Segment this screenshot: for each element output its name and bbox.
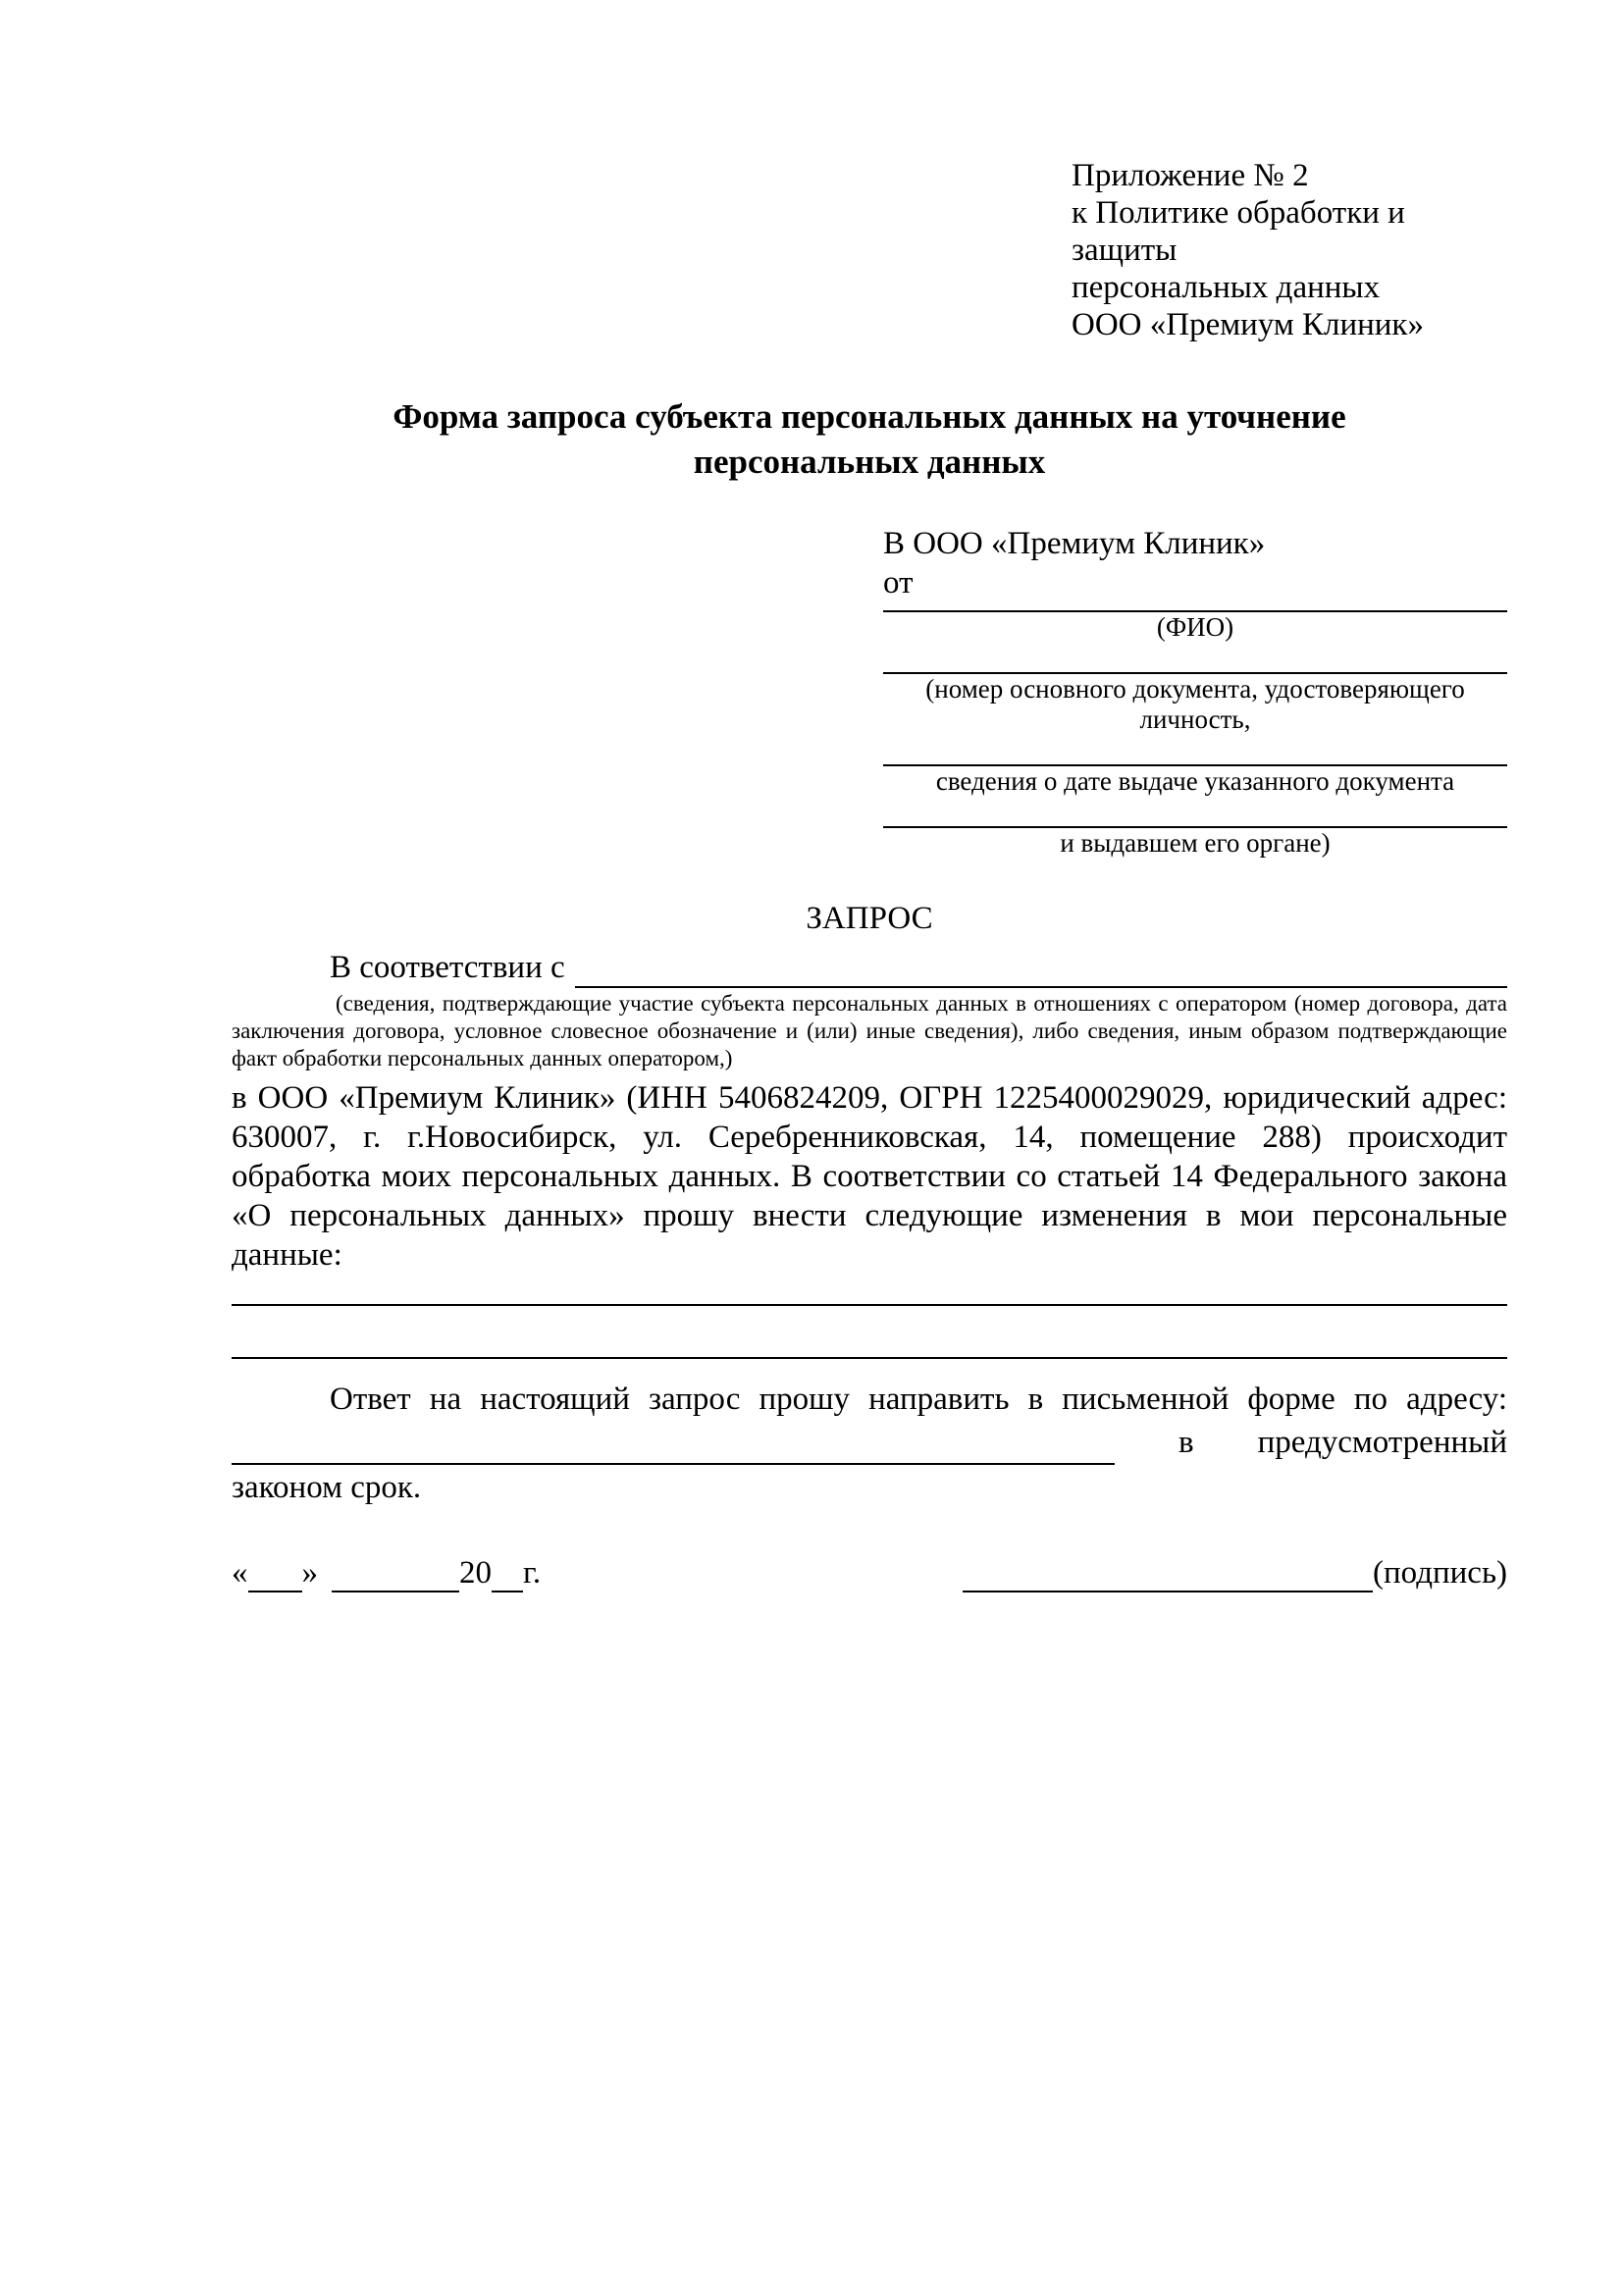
year-blank-line xyxy=(492,1558,523,1592)
answer-address-line xyxy=(232,1420,1507,1465)
intro-note: (сведения, подтверждающие участие субъекта персональных данных в отношениях с оператором (номер договора, дата заключения договора, условное словесное обозначение и (или) иные сведения), либо сведения, иным образом подтверждающие факт обработки персональных данных оператором,) xyxy=(232,991,1507,1070)
answer-suffix: законом срок. xyxy=(232,1470,422,1505)
date-quote-open: « xyxy=(232,1555,248,1591)
month-blank-line xyxy=(332,1558,459,1592)
changes-blank-line-2 xyxy=(232,1306,1507,1359)
signature-blank-line xyxy=(963,1558,1373,1592)
request-heading: ЗАПРОС xyxy=(806,901,933,936)
field-caption-fio: (ФИО) xyxy=(1156,612,1234,642)
answer-prefix: Ответ на настоящий запрос прошу направить в письменной форме по адресу: xyxy=(330,1382,1507,1417)
issue-date-blank-line xyxy=(883,735,1507,766)
addressee-to: В ООО «Премиум Клиник» xyxy=(883,526,1266,561)
issuing-authority-blank-line xyxy=(883,797,1507,828)
document-number-field xyxy=(883,643,1507,735)
date-field xyxy=(232,1553,541,1592)
fio-field xyxy=(883,602,1507,643)
footer-row xyxy=(232,1553,1507,1592)
signature-caption: (подпись) xyxy=(1373,1555,1507,1591)
addressee-from: от xyxy=(883,565,914,600)
document-title-line: персональных данных xyxy=(693,443,1046,481)
issuing-authority-field xyxy=(883,797,1507,859)
year-prefix: 20 xyxy=(459,1555,492,1591)
annex-line: ООО «Премиум Клиник» xyxy=(1072,307,1424,342)
intro-blank-line xyxy=(575,947,1507,988)
answer-word: в xyxy=(1178,1425,1194,1460)
field-caption-issue-date: сведения о дате выдаче указанного документа xyxy=(935,766,1455,796)
field-caption-document-number: (номер основного документа, удостоверяющего личность, xyxy=(925,674,1465,734)
document-content xyxy=(232,157,1507,1592)
fio-blank-line xyxy=(883,602,1507,612)
answer-word: предусмотренный xyxy=(1257,1425,1507,1460)
intro-prefix: В соответствии с xyxy=(330,950,565,985)
year-suffix: г. xyxy=(523,1555,542,1591)
annex-line: к Политике обработки и защиты xyxy=(1072,195,1405,268)
annex-header xyxy=(1072,157,1507,343)
addressee-block xyxy=(883,524,1507,859)
document-title-line: Форма запроса субъекта персональных данных на уточнение xyxy=(393,397,1346,436)
request-body: в ООО «Премиум Клиник» (ИНН 5406824209, ОГРН 1225400029029, юридический адрес: 630007, г. г.Новосибирск, ул. Серебренниковская, 14, помещение 288) происходит обработка моих персональных данных. В соответствии со статьей 14 Федерального закона «О персональных данных» прошу внести следующие изменения в мои персональные данные: xyxy=(232,1080,1507,1273)
changes-blank-line-1 xyxy=(232,1275,1507,1306)
address-blank-line xyxy=(232,1426,1115,1465)
field-caption-issuing-authority: и выдавшем его органе) xyxy=(1060,828,1331,858)
signature-field xyxy=(963,1553,1507,1592)
annex-line: персональных данных xyxy=(1072,270,1381,305)
document-number-blank-line xyxy=(883,643,1507,674)
annex-line: Приложение № 2 xyxy=(1072,158,1309,193)
issue-date-field xyxy=(883,735,1507,797)
intro-line xyxy=(232,947,1507,988)
day-blank-line xyxy=(248,1558,302,1592)
document-title xyxy=(232,394,1507,485)
date-quote-close: » xyxy=(301,1555,318,1591)
